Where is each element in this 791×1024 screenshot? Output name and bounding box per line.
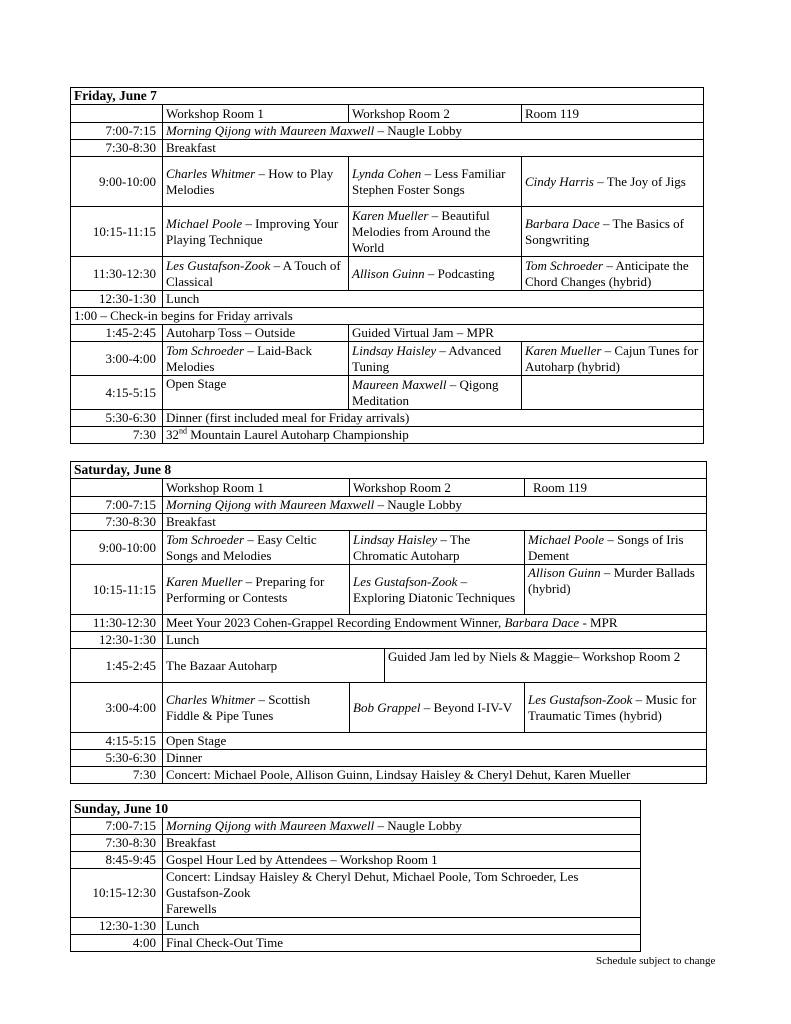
time-cell: 8:45-9:45 [71,852,163,869]
event-cell: Guided Virtual Jam – MPR [349,325,704,342]
time-cell: 7:30-8:30 [71,514,163,531]
time-cell: 7:30 [71,427,163,444]
table-header-row [71,801,641,818]
event-cell: Morning Qijong with Maureen Maxwell – Naugle Lobby [163,497,707,514]
time-cell: 7:30 [71,767,163,784]
workshop-cell: Michael Poole – Improving Your Playing Technique [163,207,349,257]
table-row [71,207,704,257]
event-cell: Concert: Michael Poole, Allison Guinn, Lindsay Haisley & Cheryl Dehut, Karen Mueller [163,767,707,784]
time-cell: 9:00-10:00 [71,531,163,565]
event-cell: Open Stage [163,733,707,750]
sunday-schedule-table [70,800,641,952]
schedule-change-note: Schedule subject to change [596,955,716,967]
table-header-row [71,88,704,105]
event-cell: Autoharp Toss – Outside [163,325,349,342]
table-row [71,852,641,869]
event-cell: Meet Your 2023 Cohen-Grappel Recording Endowment Winner, Barbara Dace - MPR [163,615,707,632]
event-cell: Gospel Hour Led by Attendees – Workshop Room 1 [163,852,641,869]
table-row [71,767,707,784]
event-cell: Open Stage [163,376,349,410]
event-cell: Breakfast [163,514,707,531]
event-cell: Lunch [163,632,707,649]
time-cell: 4:15-5:15 [71,376,163,410]
time-cell: 10:15-12:30 [71,869,163,918]
room-header: Workshop Room 2 [349,105,522,123]
checkin-note: 1:00 – Check-in begins for Friday arrivals [71,308,704,325]
day-title: Friday, June 7 [71,88,704,105]
empty-cell [522,376,704,410]
workshop-cell: Michael Poole – Songs of Iris Dement [525,531,707,565]
workshop-cell: Barbara Dace – The Basics of Songwriting [522,207,704,257]
event-cell: The Bazaar Autoharp [163,649,385,683]
time-cell: 7:00-7:15 [71,123,163,140]
event-cell: Guided Jam led by Niels & Maggie– Workshop Room 2 [385,649,707,683]
time-cell: 5:30-6:30 [71,750,163,767]
time-cell: 4:00 [71,935,163,952]
saturday-schedule-table [70,461,707,784]
table-row [71,918,641,935]
table-row [71,376,704,410]
workshop-cell: Cindy Harris – The Joy of Jigs [522,157,704,207]
table-row [71,835,641,852]
workshop-cell: Karen Mueller – Cajun Tunes for Autoharp (hybrid) [522,342,704,376]
workshop-cell: Tom Schroeder – Laid-Back Melodies [163,342,349,376]
time-cell: 7:00-7:15 [71,497,163,514]
table-row [71,342,704,376]
table-row [71,514,707,531]
table-row [71,935,641,952]
table-row [71,632,707,649]
event-cell: Dinner (first included meal for Friday arrivals) [163,410,704,427]
table-row [71,410,704,427]
time-cell: 10:15-11:15 [71,207,163,257]
event-cell: Breakfast [163,835,641,852]
table-row [71,531,707,565]
table-row [71,733,707,750]
time-cell: 7:00-7:15 [71,818,163,835]
event-cell: Morning Qijong with Maureen Maxwell – Naugle Lobby [163,818,641,835]
workshop-cell: Bob Grappel – Beyond I-IV-V [350,683,525,733]
table-row [71,157,704,207]
room-header-row [71,105,704,123]
time-cell: 1:45-2:45 [71,649,163,683]
workshop-cell: Tom Schroeder – Easy Celtic Songs and Melodies [163,531,350,565]
time-cell: 3:00-4:00 [71,683,163,733]
table-row [71,257,704,291]
table-row [71,565,707,615]
room-header: Room 119 [522,105,704,123]
table-row [71,869,641,918]
room-header-row [71,479,707,497]
workshop-cell: Karen Mueller – Beautiful Melodies from Around the World [349,207,522,257]
table-row [71,427,704,444]
room-header: Workshop Room 1 [163,105,349,123]
day-title: Saturday, June 8 [71,462,707,479]
friday-schedule-table [70,87,704,444]
table-row [71,123,704,140]
time-cell: 12:30-1:30 [71,632,163,649]
time-cell: 11:30-12:30 [71,615,163,632]
time-cell: 3:00-4:00 [71,342,163,376]
table-row [71,497,707,514]
workshop-cell: Tom Schroeder – Anticipate the Chord Changes (hybrid) [522,257,704,291]
time-cell: 5:30-6:30 [71,410,163,427]
event-cell: Breakfast [163,140,704,157]
workshop-cell: Les Gustafson-Zook – Music for Traumatic Times (hybrid) [525,683,707,733]
workshop-cell: Karen Mueller – Preparing for Performing or Contests [163,565,350,615]
workshop-cell: Les Gustafson-Zook – Exploring Diatonic Techniques [350,565,525,615]
workshop-cell: Les Gustafson-Zook – A Touch of Classical [163,257,349,291]
room-header: Workshop Room 1 [163,479,350,497]
event-cell: Final Check-Out Time [163,935,641,952]
time-cell: 12:30-1:30 [71,291,163,308]
time-cell: 4:15-5:15 [71,733,163,750]
table-row [71,615,707,632]
workshop-cell: Charles Whitmer – Scottish Fiddle & Pipe Tunes [163,683,350,733]
table-row [71,818,641,835]
workshop-cell: Allison Guinn – Podcasting [349,257,522,291]
table-row [71,683,707,733]
event-cell: Dinner [163,750,707,767]
workshop-cell: Lindsay Haisley – The Chromatic Autoharp [350,531,525,565]
time-cell: 11:30-12:30 [71,257,163,291]
time-cell: 10:15-11:15 [71,565,163,615]
time-cell: 1:45-2:45 [71,325,163,342]
time-cell: 9:00-10:00 [71,157,163,207]
table-header-row [71,462,707,479]
workshop-cell: Charles Whitmer – How to Play Melodies [163,157,349,207]
workshop-cell: Maureen Maxwell – Qigong Meditation [349,376,522,410]
table-row [71,308,704,325]
table-row [71,140,704,157]
workshop-cell: Allison Guinn – Murder Ballads (hybrid) [525,565,707,615]
room-header: Room 119 [525,479,707,497]
day-title: Sunday, June 10 [71,801,641,818]
time-cell: 7:30-8:30 [71,140,163,157]
table-row [71,325,704,342]
time-cell: 7:30-8:30 [71,835,163,852]
table-row [71,291,704,308]
workshop-cell: Lindsay Haisley – Advanced Tuning [349,342,522,376]
event-cell: Lunch [163,918,641,935]
time-cell: 12:30-1:30 [71,918,163,935]
table-row [71,750,707,767]
event-cell: 32nd Mountain Laurel Autoharp Championship [163,427,704,444]
event-cell: Concert: Lindsay Haisley & Cheryl Dehut, Michael Poole, Tom Schroeder, Les Gustafson-Zook Farewells [163,869,641,918]
workshop-cell: Lynda Cohen – Less Familiar Stephen Foster Songs [349,157,522,207]
event-cell: Lunch [163,291,704,308]
event-cell: Morning Qijong with Maureen Maxwell – Naugle Lobby [163,123,704,140]
table-row [71,649,707,683]
room-header: Workshop Room 2 [350,479,525,497]
